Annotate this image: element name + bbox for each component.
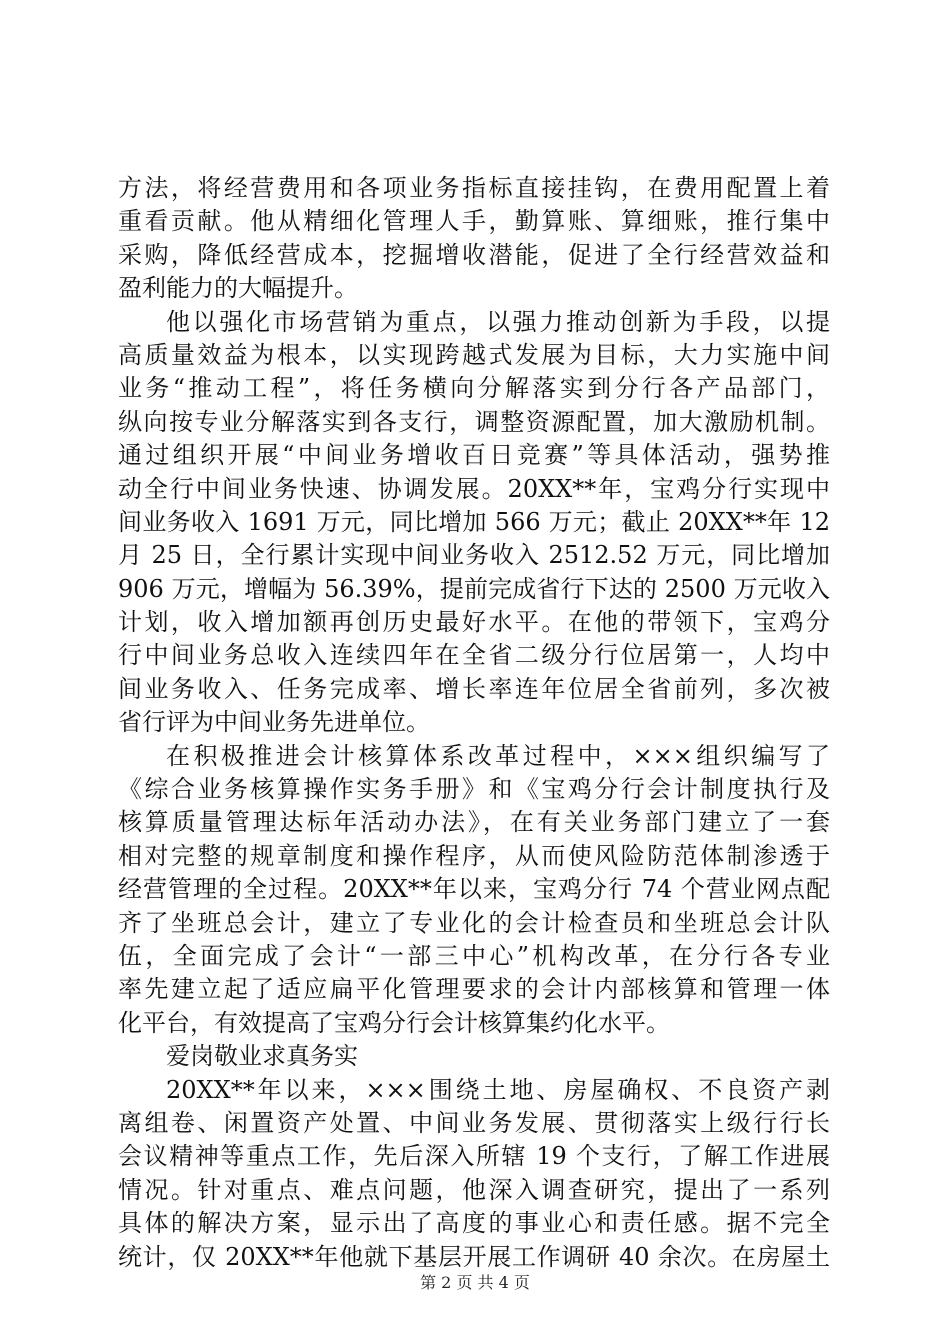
text-line: 动全行中间业务快速、协调发展。20XX**年，宝鸡分行实现中 [118,474,830,503]
text-line: 方法，将经营费用和各项业务指标直接挂钩，在费用配置上着 [118,174,830,202]
text-line: 高质量效益为根本，以实现跨越式发展为目标，大力实施中间 [118,340,830,369]
text-line: 伍，全面完成了会计“一部三中心”机构改革，在分行各专业 [118,941,830,970]
text-line: 省行评为中间业务先进单位。 [118,708,430,737]
text-line: 重看贡献。他从精细化管理人手，勤算账、算细账，推行集中 [118,207,830,236]
text-line: 情况。针对重点、难点问题，他深入调查研究，提出了一系列 [118,1175,830,1204]
text-line: 离组卷、闲置资产处置、中间业务发展、贯彻落实上级行行长 [118,1108,830,1137]
text-line: 间业务收入、任务完成率、增长率连年位居全省前列，多次被 [118,674,830,703]
text-line: 他以强化市场营销为重点，以强力推动创新为手段，以提 [166,307,830,336]
text-line: 会议精神等重点工作，先后深入所辖 19 个支行，了解工作进展 [118,1142,830,1171]
text-line: 化平台，有效提高了宝鸡分行会计核算集约化水平。 [118,1008,670,1037]
text-line: 纵向按专业分解落实到各支行，调整资源配置，加大激励机制。 [118,407,830,436]
text-line: 率先建立起了适应扁平化管理要求的会计内部核算和管理一体 [118,975,830,1004]
page-footer: 第 2 页 共 4 页 [420,1273,530,1292]
text-line: 爱岗敬业求真务实 [166,1042,358,1071]
text-line: 行中间业务总收入连续四年在全省二级分行位居第一，人均中 [118,641,830,670]
text-line: 《综合业务核算操作实务手册》和《宝鸡分行会计制度执行及 [118,775,830,804]
text-line: 间业务收入 1691 万元，同比增加 566 万元；截止 20XX**年 12 [118,507,830,536]
text-line: 20XX**年以来，×××围绕土地、房屋确权、不良资产剥 [166,1075,830,1104]
text-line: 核算质量管理达标年活动办法》，在有关业务部门建立了一套 [118,808,830,837]
text-line: 齐了坐班总会计，建立了专业化的会计检查员和坐班总会计队 [118,908,830,937]
text-line: 通过组织开展“中间业务增收百日竞赛”等具体活动，强势推 [118,441,830,470]
text-line: 具体的解决方案，显示出了高度的事业心和责任感。据不完全 [118,1209,830,1238]
text-line: 采购，降低经营成本，挖掘增收潜能，促进了全行经营效益和 [118,240,830,269]
text-line: 906 万元，增幅为 56.39%，提前完成省行下达的 2500 万元收入 [118,574,830,603]
text-line: 统计，仅 20XX**年他就下基层开展工作调研 40 余次。在房屋土 [118,1242,830,1271]
text-line: 相对完整的规章制度和操作程序，从而使风险防范体制渗透于 [118,841,830,870]
text-line: 在积极推进会计核算体系改革过程中，×××组织编写了 [166,741,830,770]
text-line: 月 25 日，全行累计实现中间业务收入 2512.52 万元，同比增加 [118,541,830,570]
text-line: 盈利能力的大幅提升。 [118,274,358,303]
document-body [118,172,830,1274]
text-line: 业务“推动工程”，将任务横向分解落实到分行各产品部门， [118,374,830,403]
text-line: 经营管理的全过程。20XX**年以来，宝鸡分行 74 个营业网点配 [118,875,830,904]
text-line: 计划，收入增加额再创历史最好水平。在他的带领下，宝鸡分 [118,608,830,637]
